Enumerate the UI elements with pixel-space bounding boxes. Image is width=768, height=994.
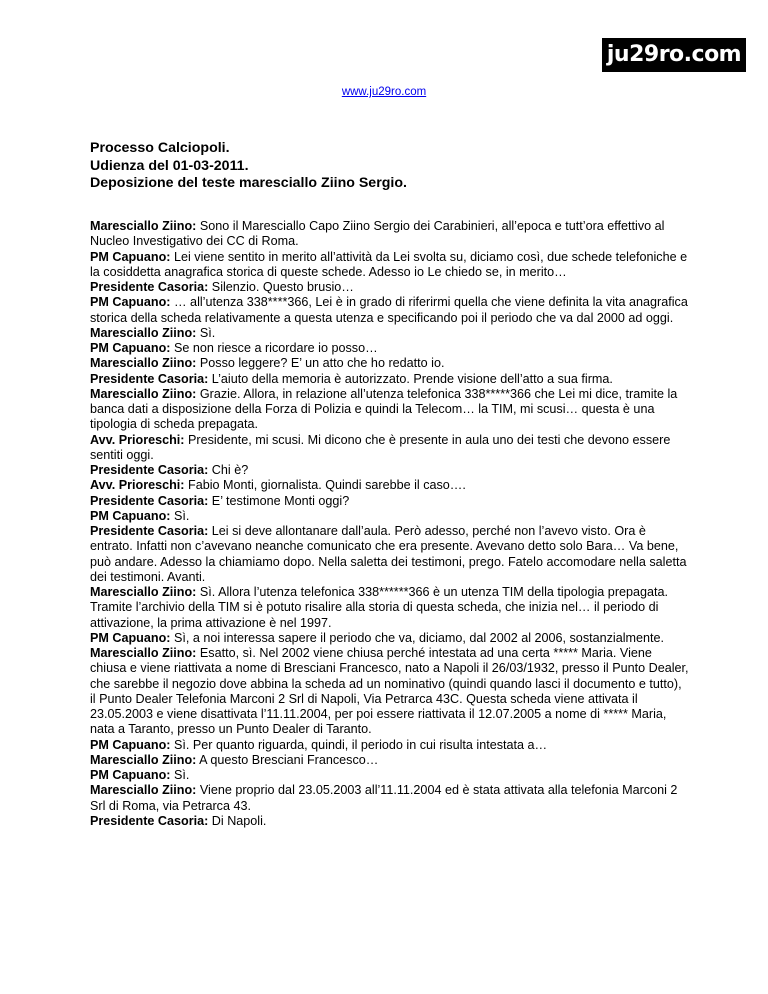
speaker-name: PM Capuano: — [90, 249, 171, 264]
speaker-name: Maresciallo Ziino: — [90, 752, 197, 767]
speaker-name: PM Capuano: — [90, 341, 171, 355]
speech-text: Sì. — [170, 508, 190, 523]
transcript-turn — [90, 738, 690, 753]
speaker-name: PM Capuano: — [90, 508, 171, 523]
transcript-turn — [90, 585, 690, 631]
speaker-name: Presidente Casoria: — [90, 493, 209, 508]
speaker-name: Presidente Casoria: — [90, 371, 209, 386]
transcript-turn — [90, 494, 690, 509]
speaker-name: Presidente Casoria: — [90, 463, 209, 477]
transcript-turn — [90, 524, 690, 585]
transcript-turn — [90, 631, 690, 646]
speech-text: Chi è? — [208, 463, 249, 477]
speech-text: Di Napoli. — [208, 813, 267, 828]
speaker-name: Maresciallo Ziino: — [90, 646, 197, 660]
speech-text: Silenzio. Questo brusio… — [208, 280, 354, 294]
speech-text: Lei viene sentito in merito all’attività da Lei svolta su, diciamo così, due schede telefoniche e la cosiddetta anagrafica storica di queste schede. Adesso io Le chiedo se, in merito… — [90, 249, 688, 279]
speech-text: Sono il Maresciallo Capo Ziino Sergio dei Carabinieri, all’epoca e tutt’ora effettivo al Nucleo Investigativo dei CC di Roma. — [90, 219, 665, 249]
site-url-link[interactable]: www.ju29ro.com — [341, 86, 427, 98]
transcript-turn — [90, 509, 690, 524]
transcript-turn — [90, 646, 690, 738]
speech-text: Sì, a noi interessa sapere il periodo che va, diciamo, dal 2002 al 2006, sostanzialmente. — [170, 630, 665, 645]
title-line: Udienza del 01-03-2011. — [90, 157, 249, 174]
speaker-name: PM Capuano: — [90, 737, 171, 752]
transcript-turn — [90, 463, 690, 478]
transcript-turn — [90, 250, 690, 281]
speech-text: Esatto, sì. Nel 2002 viene chiusa perché intestata ad una certa ***** Maria. Viene chiusa e viene riattivata a nome di Bresciani Francesco, nato a Napoli il 26/03/1932, presso il Punto Dealer, che sarebbe il negozio dove abbina la scheda ad un nominativo (quindi quando lasci il documento e tutto), il Punto Dealer Telefonia Marconi 2 Srl di Napoli, Via Petrarca 43C. Questa scheda viene attivata il 23.05.2003 e viene disattivata l’11.11.2004, per poi essere riattivata il 12.07.2005 a nome di ***** Maria, nata a Taranto, presso un Punto Dealer di Taranto. — [90, 646, 689, 737]
transcript-turn — [90, 814, 690, 829]
speech-text: L’aiuto della memoria è autorizzato. Prende visione dell’atto a sua firma. — [208, 371, 613, 386]
transcript — [90, 219, 690, 829]
speech-text: A questo Bresciani Francesco… — [196, 752, 379, 767]
speaker-name: Avv. Prioreschi: — [90, 478, 185, 493]
speaker-name: Presidente Casoria: — [90, 280, 209, 294]
speaker-name: Maresciallo Ziino: — [90, 325, 197, 340]
transcript-turn — [90, 478, 690, 493]
speech-text: Sì. — [170, 768, 190, 782]
speech-text: Presidente, mi scusi. Mi dicono che è presente in aula uno dei testi che devono essere sentiti oggi. — [90, 432, 671, 462]
transcript-turn — [90, 326, 690, 341]
transcript-turn — [90, 387, 690, 433]
speech-text: Viene proprio dal 23.05.2003 all’11.11.2004 ed è stata attivata alla telefonia Marconi 2 Srl di Roma, via Petrarca 43. — [90, 783, 678, 813]
document-title — [90, 140, 690, 193]
speaker-name: PM Capuano: — [90, 630, 171, 645]
speaker-name: PM Capuano: — [90, 295, 171, 310]
speech-text: Sì. Per quanto riguarda, quindi, il periodo in cui risulta intestata a… — [170, 737, 548, 752]
speech-text: Se non riesce a ricordare io posso… — [170, 341, 378, 355]
speaker-name: Avv. Prioreschi: — [90, 432, 185, 447]
transcript-turn — [90, 768, 690, 783]
transcript-turn — [90, 783, 690, 814]
title-line: Processo Calciopoli. — [90, 140, 230, 156]
speaker-name: Presidente Casoria: — [90, 524, 209, 538]
speech-text: Sì. Allora l’utenza telefonica 338******366 è un utenza TIM della tipologia prepagata. Tramite l’archivio della TIM si è potuto risalire alla storia di questa scheda, che inizia nel… il periodo di attivazione, la prima attivazione è nel 1997. — [90, 585, 669, 630]
speaker-name: Maresciallo Ziino: — [90, 386, 197, 401]
transcript-turn — [90, 295, 690, 326]
transcript-turn — [90, 433, 690, 464]
speaker-name: Maresciallo Ziino: — [90, 585, 197, 599]
speaker-name: Maresciallo Ziino: — [90, 783, 197, 798]
transcript-turn — [90, 753, 690, 768]
speaker-name: Maresciallo Ziino: — [90, 219, 197, 233]
site-logo: ju29ro.com — [602, 38, 746, 72]
speaker-name: Maresciallo Ziino: — [90, 356, 197, 371]
title-line: Deposizione del teste maresciallo Ziino Sergio. — [90, 175, 407, 191]
speech-text: Fabio Monti, giornalista. Quindi sarebbe il caso…. — [184, 478, 466, 493]
speech-text: Posso leggere? E’ un atto che ho redatto io. — [196, 356, 445, 371]
speaker-name: PM Capuano: — [90, 768, 171, 782]
speech-text: Grazie. Allora, in relazione all’utenza telefonica 338*****366 che Lei mi dice, tramite la banca dati a disposizione della Forza di Polizia e quindi la Telecom… la TIM, mi scusi… questa è una tipologia di scheda prepagata. — [90, 386, 678, 432]
speech-text: … all’utenza 338****366, Lei è in grado di riferirmi quella che viene definita la vita anagrafica storica della scheda relativamente a questa utenza e specificando poi il periodo che va dal 2000 ad oggi. — [90, 295, 688, 325]
transcript-turn — [90, 341, 690, 356]
transcript-turn — [90, 356, 690, 371]
transcript-turn — [90, 372, 690, 387]
speech-text: Sì. — [196, 325, 216, 340]
speaker-name: Presidente Casoria: — [90, 813, 209, 828]
speech-text: E’ testimone Monti oggi? — [208, 493, 350, 508]
transcript-turn — [90, 219, 690, 250]
transcript-turn — [90, 280, 690, 295]
speech-text: Lei si deve allontanare dall’aula. Però adesso, perché non l’avevo visto. Ora è entrato. Infatti non c’avevano neanche comunicato che era presente. Avevano detto solo Bara… Va bene, può andare. Adesso la chiamiamo dopo. Nella saletta dei testimoni, prego. Fatelo accomodare nella saletta dei testimoni. Avanti. — [90, 524, 687, 584]
